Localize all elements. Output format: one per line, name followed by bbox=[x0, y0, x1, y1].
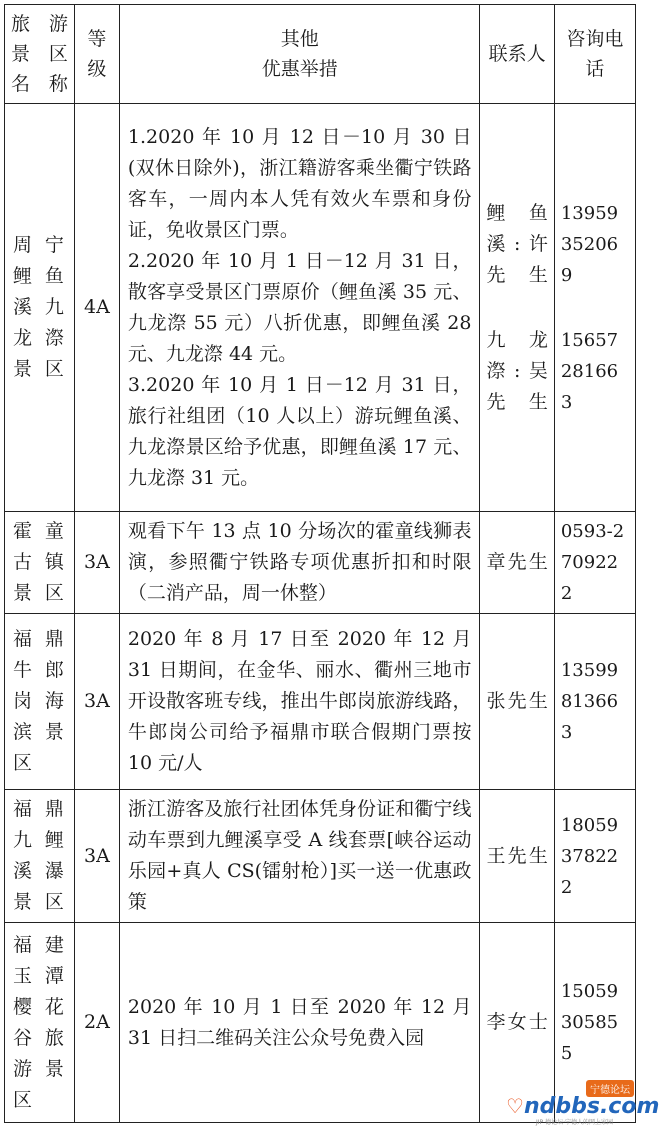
offer-paragraph: 2020 年 10 月 1 日至 2020 年 12 月 31 日扫二维码关注公众号免费入园 bbox=[127, 995, 472, 1049]
header-row bbox=[5, 5, 636, 104]
contact-name: 九龙漈:吴先生 bbox=[486, 328, 548, 413]
watermark-text: ndbbs.com bbox=[523, 1094, 659, 1119]
scenic-offers-table bbox=[4, 4, 636, 1123]
scenic-name-cell: 福鼎牛郎岗海滨景区 bbox=[5, 614, 75, 790]
header-offer-line2: 优惠举措 bbox=[261, 58, 338, 80]
offer-cell bbox=[119, 614, 480, 790]
offer-paragraph: 观看下午 13 点 10 分场次的霍童线狮表演，参照衢宁铁路专项优惠折扣和时限（二消产品，周一休整） bbox=[127, 520, 472, 604]
header-name: 旅游景区名称 bbox=[5, 5, 75, 104]
offer-paragraph: 2020 年 8 月 17 日至 2020 年 12 月 31 日期间，在金华、丽水、衢州三地市开设散客班专线，推出牛郎岗旅游线路，牛郎岗公司给予福鼎市联合假期门票按 10 元/人 bbox=[127, 628, 472, 774]
scenic-name-cell: 福鼎九鲤溪瀑景区 bbox=[5, 790, 75, 923]
header-phone: 咨询电话 bbox=[554, 5, 635, 104]
offer-paragraph: 2.2020 年 10 月 1 日－12 月 31 日，散客享受景区门票原价（鲤鱼溪 35 元、九龙漈 55 元）八折优惠，即鲤鱼溪 28 元、九龙漈 44 元。 bbox=[127, 249, 472, 365]
scenic-name-cell: 福建玉潭樱花谷旅游景区 bbox=[5, 923, 75, 1123]
grade-cell: 2A bbox=[74, 923, 119, 1123]
contact-name: 王先生 bbox=[486, 844, 548, 867]
header-contact: 联系人 bbox=[480, 5, 554, 104]
offer-paragraph: 浙江游客及旅行社团体凭身份证和衢宁线动车票到九鲤溪享受 A 线套票[峡谷运动乐园+真人 CS(镭射枪）]买一送一优惠政策 bbox=[127, 798, 472, 913]
phone-number: 15059305855 bbox=[560, 981, 619, 1064]
grade-cell: 4A bbox=[74, 104, 119, 512]
site-watermark bbox=[506, 1080, 659, 1126]
phone-number: 13959352069 bbox=[560, 202, 619, 286]
table-row bbox=[5, 512, 636, 614]
heart-icon: ♡ bbox=[506, 1094, 524, 1118]
offer-cell bbox=[119, 923, 480, 1123]
watermark-badge: 宁德论坛 bbox=[586, 1080, 634, 1097]
contact-name: 鲤鱼溪:许先生 bbox=[486, 201, 548, 286]
contact-name: 章先生 bbox=[486, 551, 548, 573]
offer-cell bbox=[119, 104, 480, 512]
offer-cell bbox=[119, 790, 480, 923]
contact-cell bbox=[480, 790, 554, 923]
offer-paragraph: 1.2020 年 10 月 12 日－10 月 30 日(双休日除外)，浙江籍游客乘坐衢宁铁路客车，一周内本人凭有效火车票和身份证，免收景区门票。 bbox=[127, 125, 472, 241]
table-row bbox=[5, 790, 636, 923]
phone-cell bbox=[554, 790, 635, 923]
watermark-subtext: JIP 德论坛·宁德人的网上家园 bbox=[536, 1119, 613, 1126]
offer-cell bbox=[119, 512, 480, 614]
table-row bbox=[5, 614, 636, 790]
grade-cell: 3A bbox=[74, 790, 119, 923]
contact-cell bbox=[480, 104, 554, 512]
phone-number: 15657281663 bbox=[560, 329, 619, 413]
contact-name: 李女士 bbox=[486, 1011, 548, 1033]
grade-cell: 3A bbox=[74, 512, 119, 614]
phone-number: 18059378222 bbox=[560, 814, 619, 898]
scenic-name-cell: 周宁鲤鱼溪九龙漈景区 bbox=[5, 104, 75, 512]
contact-cell bbox=[480, 512, 554, 614]
phone-cell bbox=[554, 512, 635, 614]
phone-cell bbox=[554, 614, 635, 790]
table-row bbox=[5, 104, 636, 512]
header-offer-line1: 其他 bbox=[280, 28, 319, 50]
contact-cell bbox=[480, 614, 554, 790]
grade-cell: 3A bbox=[74, 614, 119, 790]
offer-paragraph: 3.2020 年 10 月 1 日－12 月 31 日，旅行社组团（10 人以上）游玩鲤鱼溪、九龙漈景区给予优惠，即鲤鱼溪 17 元、九龙漈 31 元。 bbox=[127, 373, 472, 489]
header-offer bbox=[119, 5, 480, 104]
phone-cell bbox=[554, 104, 635, 512]
phone-number: 13599813663 bbox=[560, 660, 619, 743]
phone-number: 0593-2709222 bbox=[560, 521, 625, 604]
header-grade: 等级 bbox=[74, 5, 119, 104]
contact-name: 张先生 bbox=[486, 690, 548, 712]
scenic-name-cell: 霍童古镇景区 bbox=[5, 512, 75, 614]
